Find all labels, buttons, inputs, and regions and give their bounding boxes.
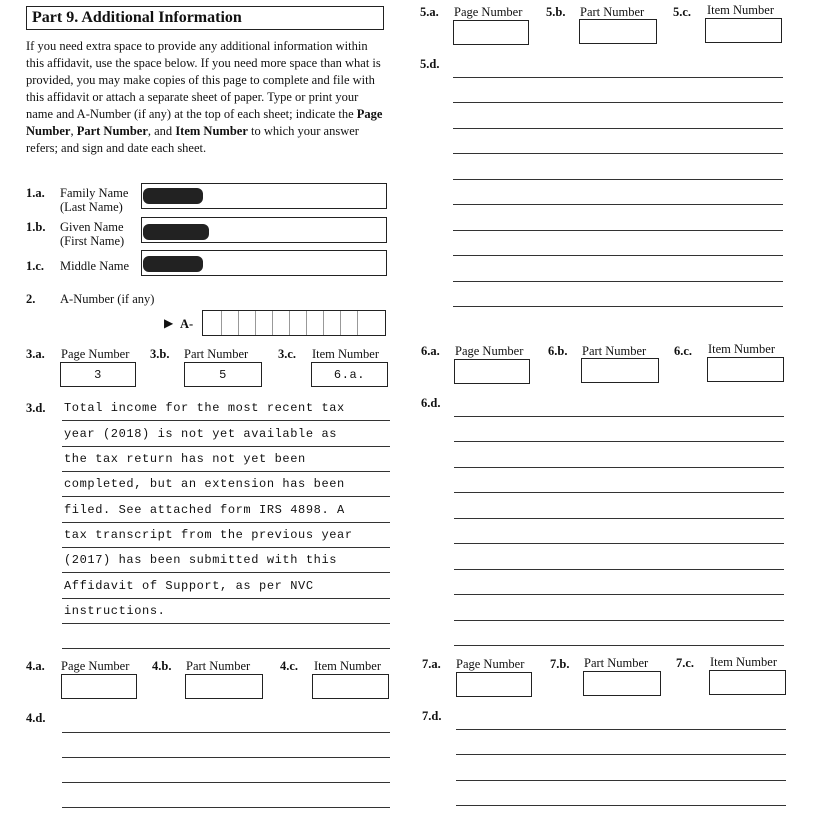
part-number-label: Part Number [184,347,249,361]
instructions-paragraph: If you need extra space to provide any additional information within this affidavit, use the space below. If you need more space than what is provided, you may make copies of this page to complete and file with this affidavit or attach a separate sheet of paper. Type or print your name and A-Number (if any) at the top of each sheet; indicate the Page Number, Part Number, and Item Number to which your answer refers; and sign and date each sheet. [26,39,383,155]
part-number-label: Part Number [186,659,251,673]
item-number-3d: 3.d. [26,401,46,415]
item-number-3a: 3.a. [26,347,45,361]
arrow-right-icon: ▶ [164,316,174,330]
answer-rule [62,496,390,497]
item-number-7b: 7.b. [550,657,570,671]
answer-line-8: Affidavit of Support, as per NVC [64,579,314,593]
answer-line-4: completed, but an extension has been [64,477,345,491]
page-number-field-5[interactable] [453,20,529,45]
page-number-field-3[interactable]: 3 [60,362,136,387]
answer-rule [453,102,783,103]
item-number-6a: 6.a. [421,344,440,358]
item-number-5b: 5.b. [546,5,566,19]
item-number-7a: 7.a. [422,657,441,671]
answer-rule [62,471,390,472]
answer-rule [453,306,783,307]
a-number-field[interactable] [202,310,386,336]
answer-line-6: tax transcript from the previous year [64,528,353,542]
item-number-field-7[interactable] [709,670,786,695]
answer-rule [454,543,784,544]
answer-rule [453,77,783,78]
answer-rule [454,645,784,646]
answer-rule [62,782,390,783]
item-number-5c: 5.c. [673,5,692,19]
answer-rule [454,620,784,621]
part-title: Part 9. Additional Information [26,6,384,30]
part-number-field-7[interactable] [583,671,661,696]
answer-rule [453,204,783,205]
middle-name-label: Middle Name [60,259,130,273]
a-number-label: A-Number (if any) [60,292,155,306]
answer-rule [454,416,784,417]
answer-rule [62,420,390,421]
item-number-4a: 4.a. [26,659,45,673]
answer-rule [62,446,390,447]
item-number-6b: 6.b. [548,344,568,358]
item-number-1b: 1.b. [26,220,46,234]
redaction-scribble [143,256,203,272]
page-number-label: Page Number [61,659,130,673]
answer-rule [453,230,783,231]
answer-rule [62,572,390,573]
item-number-7d: 7.d. [422,709,442,723]
answer-rule [62,623,390,624]
answer-rule [454,518,784,519]
item-number-1c: 1.c. [26,259,45,273]
answer-rule [62,807,390,808]
part-number-field-4[interactable] [185,674,263,699]
answer-line-2: year (2018) is not yet available as [64,427,338,441]
item-number-field-3[interactable]: 6.a. [311,362,388,387]
item-number-field-4[interactable] [312,674,389,699]
answer-rule [62,547,390,548]
item-number-5a: 5.a. [420,5,439,19]
item-number-7c: 7.c. [676,656,695,670]
answer-rule [62,522,390,523]
answer-rule [454,441,784,442]
item-number-4d: 4.d. [26,711,46,725]
item-number-field-5[interactable] [705,18,782,43]
page-number-field-7[interactable] [456,672,532,697]
answer-line-3: the tax return has not yet been [64,452,306,466]
item-number-5d: 5.d. [420,57,440,71]
item-number-label: Item Number [708,342,775,356]
a-number-prefix: A- [180,317,194,331]
item-number-2: 2. [26,292,36,306]
part-number-field-3[interactable]: 5 [184,362,262,387]
answer-line-9: instructions. [64,604,166,618]
item-number-label: Item Number [312,347,379,361]
answer-rule [453,128,783,129]
answer-rule [62,757,390,758]
item-number-3b: 3.b. [150,347,170,361]
page-number-field-4[interactable] [61,674,137,699]
answer-rule [453,255,783,256]
page-number-label: Page Number [454,5,523,19]
item-number-label: Item Number [314,659,381,673]
item-number-label: Item Number [707,3,774,17]
part-number-label: Part Number [584,656,649,670]
item-number-6d: 6.d. [421,396,441,410]
answer-rule [454,569,784,570]
family-name-label: Family Name (Last Name) [60,186,129,214]
answer-rule [453,281,783,282]
page-number-label: Page Number [61,347,130,361]
answer-rule [453,153,783,154]
item-number-label: Item Number [710,655,777,669]
page-number-label: Page Number [455,344,524,358]
answer-line-5: filed. See attached form IRS 4898. A [64,503,345,517]
answer-rule [454,594,784,595]
item-number-field-6[interactable] [707,357,784,382]
page-number-label: Page Number [456,657,525,671]
answer-rule [62,732,390,733]
redaction-scribble [143,224,209,240]
answer-rule [456,754,786,755]
answer-rule [454,467,784,468]
item-number-1a: 1.a. [26,186,45,200]
answer-rule [456,729,786,730]
redaction-scribble [143,188,203,204]
page-number-field-6[interactable] [454,359,530,384]
part-number-field-5[interactable] [579,19,657,44]
answer-rule [62,598,390,599]
answer-rule [453,179,783,180]
answer-line-1: Total income for the most recent tax [64,401,345,415]
part-number-label: Part Number [580,5,645,19]
item-number-3c: 3.c. [278,347,297,361]
answer-rule [456,780,786,781]
answer-rule [454,492,784,493]
part-number-label: Part Number [582,344,647,358]
item-number-4b: 4.b. [152,659,172,673]
part-number-field-6[interactable] [581,358,659,383]
item-number-6c: 6.c. [674,344,693,358]
item-number-4c: 4.c. [280,659,299,673]
answer-rule [62,648,390,649]
given-name-label: Given Name (First Name) [60,220,125,248]
answer-rule [456,805,786,806]
answer-line-7: (2017) has been submitted with this [64,553,338,567]
